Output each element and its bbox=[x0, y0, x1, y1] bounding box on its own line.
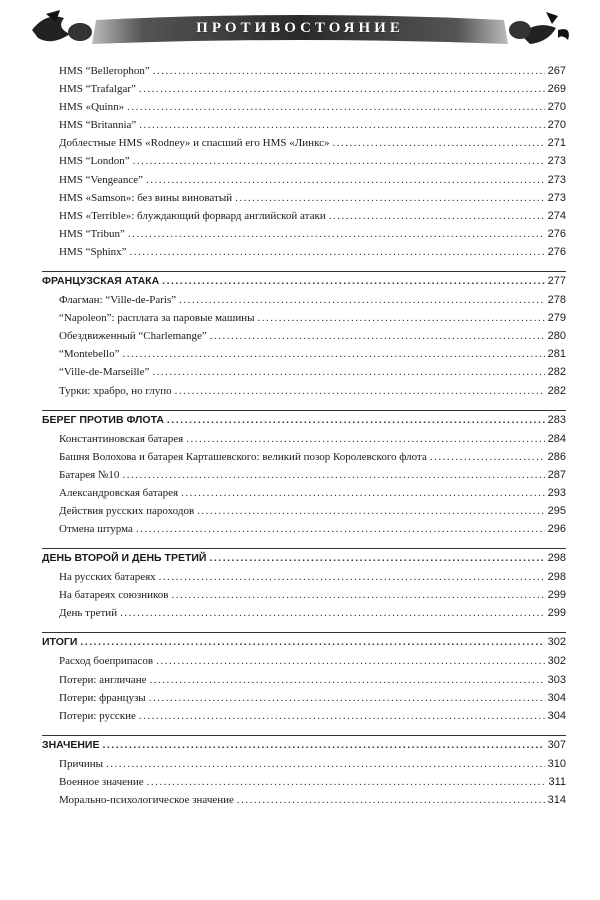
toc-entry[interactable] bbox=[42, 604, 566, 622]
header-banner bbox=[26, 8, 574, 50]
toc-entry[interactable] bbox=[42, 116, 566, 134]
heading-title: ФРАНЦУЗСКАЯ АТАКА bbox=[42, 275, 160, 288]
toc-entry[interactable] bbox=[42, 652, 566, 670]
page-number: 310 bbox=[547, 757, 566, 770]
page-number: 314 bbox=[547, 794, 566, 806]
entry-title: HMS «Quinn» bbox=[59, 101, 125, 114]
toc-entry[interactable] bbox=[42, 134, 566, 152]
entry-title: Потери: французы bbox=[59, 691, 146, 704]
toc-entry[interactable] bbox=[42, 207, 566, 225]
toc-entry[interactable] bbox=[42, 382, 566, 400]
page-number: 283 bbox=[547, 413, 566, 426]
toc-entry[interactable] bbox=[42, 466, 566, 484]
entry-title: HMS “Sphinx” bbox=[59, 245, 127, 258]
leader-dots bbox=[139, 707, 545, 725]
toc-entry[interactable] bbox=[42, 568, 566, 586]
page-number: 284 bbox=[547, 432, 566, 445]
heading-title: ИТОГИ bbox=[42, 636, 78, 649]
table-of-contents bbox=[42, 62, 566, 809]
toc-entry[interactable] bbox=[42, 430, 566, 448]
page-number: 270 bbox=[547, 101, 566, 114]
leader-dots bbox=[210, 327, 545, 345]
toc-section-continued bbox=[42, 62, 566, 261]
leader-dots bbox=[122, 345, 544, 363]
toc-entry[interactable] bbox=[42, 345, 566, 363]
leader-dots bbox=[430, 448, 545, 466]
toc-entry[interactable] bbox=[42, 448, 566, 466]
page-number: 276 bbox=[547, 227, 566, 240]
entry-title: “Ville-de-Marseille” bbox=[59, 366, 150, 379]
entry-title: День третий bbox=[59, 607, 118, 620]
entry-title: На русских батареях bbox=[59, 571, 156, 584]
leader-dots bbox=[175, 382, 545, 400]
leader-dots bbox=[106, 755, 545, 773]
leader-dots bbox=[149, 671, 544, 689]
toc-entry[interactable] bbox=[42, 243, 566, 261]
toc-entry[interactable] bbox=[42, 309, 566, 327]
entry-title: “Napoleon”: расплата за паровые машины bbox=[59, 312, 255, 325]
toc-entry[interactable] bbox=[42, 586, 566, 604]
entry-title: HMS «Samson»: без вины виноватый bbox=[59, 191, 233, 204]
leader-dots bbox=[156, 652, 545, 670]
toc-section-heading[interactable] bbox=[42, 735, 566, 755]
entry-title: “Montebello” bbox=[59, 348, 120, 361]
toc-section-shore-vs-fleet bbox=[42, 410, 566, 539]
page-number: 273 bbox=[547, 173, 566, 186]
leader-dots bbox=[127, 98, 545, 116]
toc-entry[interactable] bbox=[42, 327, 566, 345]
heading-title: ДЕНЬ ВТОРОЙ И ДЕНЬ ТРЕТИЙ bbox=[42, 552, 207, 565]
entry-title: Потери: русские bbox=[59, 709, 136, 722]
page-number: 286 bbox=[547, 450, 566, 463]
toc-entry[interactable] bbox=[42, 502, 566, 520]
page-number: 302 bbox=[547, 636, 566, 649]
entry-title: Башня Волохова и батарея Карташевского: великий позор Королевского флота bbox=[59, 450, 427, 463]
leader-dots bbox=[153, 62, 545, 80]
leader-dots bbox=[122, 466, 544, 484]
page-number: 274 bbox=[547, 209, 566, 222]
toc-entry[interactable] bbox=[42, 773, 566, 791]
toc-entry[interactable] bbox=[42, 225, 566, 243]
entry-title: Турки: храбро, но глупо bbox=[59, 384, 172, 397]
toc-section-heading[interactable] bbox=[42, 271, 566, 291]
entry-title: Александровская батарея bbox=[59, 486, 179, 499]
leader-dots bbox=[139, 116, 544, 134]
page-number: 303 bbox=[547, 673, 566, 686]
page-number: 273 bbox=[547, 155, 566, 168]
entry-title: Военное значение bbox=[59, 775, 144, 788]
page-number: 269 bbox=[547, 83, 566, 96]
toc-entry[interactable] bbox=[42, 791, 566, 809]
entry-title: HMS “London” bbox=[59, 155, 130, 168]
page-number: 302 bbox=[547, 655, 566, 668]
heading-title: БЕРЕГ ПРОТИВ ФЛОТА bbox=[42, 413, 164, 426]
entry-title: HMS “Bellerophon” bbox=[59, 65, 150, 77]
page-number: 273 bbox=[547, 191, 566, 204]
toc-entry[interactable] bbox=[42, 98, 566, 116]
page-number: 299 bbox=[547, 589, 566, 602]
toc-entry[interactable] bbox=[42, 520, 566, 538]
leader-dots bbox=[197, 502, 545, 520]
page-number: 280 bbox=[547, 330, 566, 343]
leader-dots bbox=[147, 773, 546, 791]
toc-entry[interactable] bbox=[42, 171, 566, 189]
entry-title: Действия русских пароходов bbox=[59, 504, 195, 517]
page-number: 282 bbox=[547, 366, 566, 379]
leader-dots bbox=[80, 633, 544, 652]
toc-entry[interactable] bbox=[42, 189, 566, 207]
leader-dots bbox=[209, 549, 544, 568]
leader-dots bbox=[167, 411, 545, 430]
toc-entry[interactable] bbox=[42, 689, 566, 707]
page-number: 281 bbox=[547, 348, 566, 361]
page-number: 279 bbox=[547, 312, 566, 325]
page-number: 278 bbox=[547, 294, 566, 307]
entry-title: HMS “Vengeance” bbox=[59, 173, 143, 186]
toc-entry[interactable] bbox=[42, 484, 566, 502]
entry-title: Флагман: “Ville-de-Paris” bbox=[59, 294, 177, 307]
heading-title: ЗНАЧЕНИЕ bbox=[42, 738, 100, 751]
leader-dots bbox=[162, 272, 544, 291]
leader-dots bbox=[237, 791, 545, 809]
entry-title: Расход боеприпасов bbox=[59, 655, 154, 668]
page-number: 287 bbox=[547, 468, 566, 481]
leader-dots bbox=[332, 134, 544, 152]
entry-title: HMS «Terrible»: блуждающий форвард английской атаки bbox=[59, 209, 326, 222]
toc-entry[interactable] bbox=[42, 291, 566, 309]
leader-dots bbox=[159, 568, 545, 586]
entry-title: Константиновская батарея bbox=[59, 432, 184, 445]
leader-dots bbox=[133, 152, 545, 170]
leader-dots bbox=[186, 430, 544, 448]
entry-title: Обездвиженный “Charlemange” bbox=[59, 330, 207, 343]
page-number: 298 bbox=[547, 571, 566, 584]
toc-section-day-two-three bbox=[42, 548, 566, 622]
leader-dots bbox=[235, 189, 545, 207]
leader-dots bbox=[120, 604, 545, 622]
leader-dots bbox=[102, 736, 544, 755]
page-number: 282 bbox=[547, 384, 566, 397]
leader-dots bbox=[149, 689, 545, 707]
entry-title: Доблестные HMS «Rodney» и спасший его HMS «Линкс» bbox=[59, 137, 330, 150]
leader-dots bbox=[171, 586, 544, 604]
entry-title: На батареях союзников bbox=[59, 589, 169, 602]
page-number: 293 bbox=[547, 486, 566, 499]
entry-title: Морально-психологическое значение bbox=[59, 794, 234, 806]
page-number: 295 bbox=[547, 504, 566, 517]
leader-dots bbox=[181, 484, 545, 502]
entry-title: Отмена штурма bbox=[59, 523, 133, 536]
page-number: 298 bbox=[547, 552, 566, 565]
page-number: 304 bbox=[547, 691, 566, 704]
toc-section-heading[interactable] bbox=[42, 410, 566, 430]
toc-section-heading[interactable] bbox=[42, 632, 566, 652]
toc-section-heading[interactable] bbox=[42, 548, 566, 568]
toc-entry[interactable] bbox=[42, 80, 566, 98]
running-header-title: ПРОТИВОСТОЯНИЕ bbox=[196, 20, 404, 36]
toc-section-results bbox=[42, 632, 566, 724]
leader-dots bbox=[152, 363, 544, 381]
entry-title: HMS “Britannia” bbox=[59, 119, 137, 132]
leader-dots bbox=[136, 520, 545, 538]
entry-title: Батарея №10 bbox=[59, 468, 120, 481]
toc-entry[interactable] bbox=[42, 363, 566, 381]
leader-dots bbox=[146, 171, 545, 189]
page-number: 299 bbox=[547, 607, 566, 620]
leader-dots bbox=[329, 207, 545, 225]
page-number: 277 bbox=[547, 275, 566, 288]
page-number: 311 bbox=[548, 775, 566, 788]
page-number: 307 bbox=[547, 738, 566, 751]
toc-section-significance bbox=[42, 735, 566, 809]
entry-title: Потери: англичане bbox=[59, 673, 147, 686]
toc-section-french-attack bbox=[42, 271, 566, 400]
toc-entry[interactable] bbox=[42, 152, 566, 170]
toc-entry[interactable] bbox=[42, 62, 566, 80]
entry-title: HMS “Tribun” bbox=[59, 227, 125, 240]
page-number: 304 bbox=[547, 709, 566, 722]
page-number: 270 bbox=[547, 119, 566, 132]
page-number: 271 bbox=[547, 137, 566, 150]
toc-entry[interactable] bbox=[42, 707, 566, 725]
leader-dots bbox=[179, 291, 544, 309]
toc-entry[interactable] bbox=[42, 671, 566, 689]
page-number: 296 bbox=[547, 523, 566, 536]
leader-dots bbox=[258, 309, 545, 327]
entry-title: HMS “Trafalgar” bbox=[59, 83, 136, 96]
leader-dots bbox=[128, 225, 545, 243]
leader-dots bbox=[139, 80, 545, 98]
page-number: 267 bbox=[547, 65, 566, 77]
toc-entry[interactable] bbox=[42, 755, 566, 773]
entry-title: Причины bbox=[59, 757, 104, 770]
page-number: 276 bbox=[547, 245, 566, 258]
leader-dots bbox=[130, 243, 545, 261]
